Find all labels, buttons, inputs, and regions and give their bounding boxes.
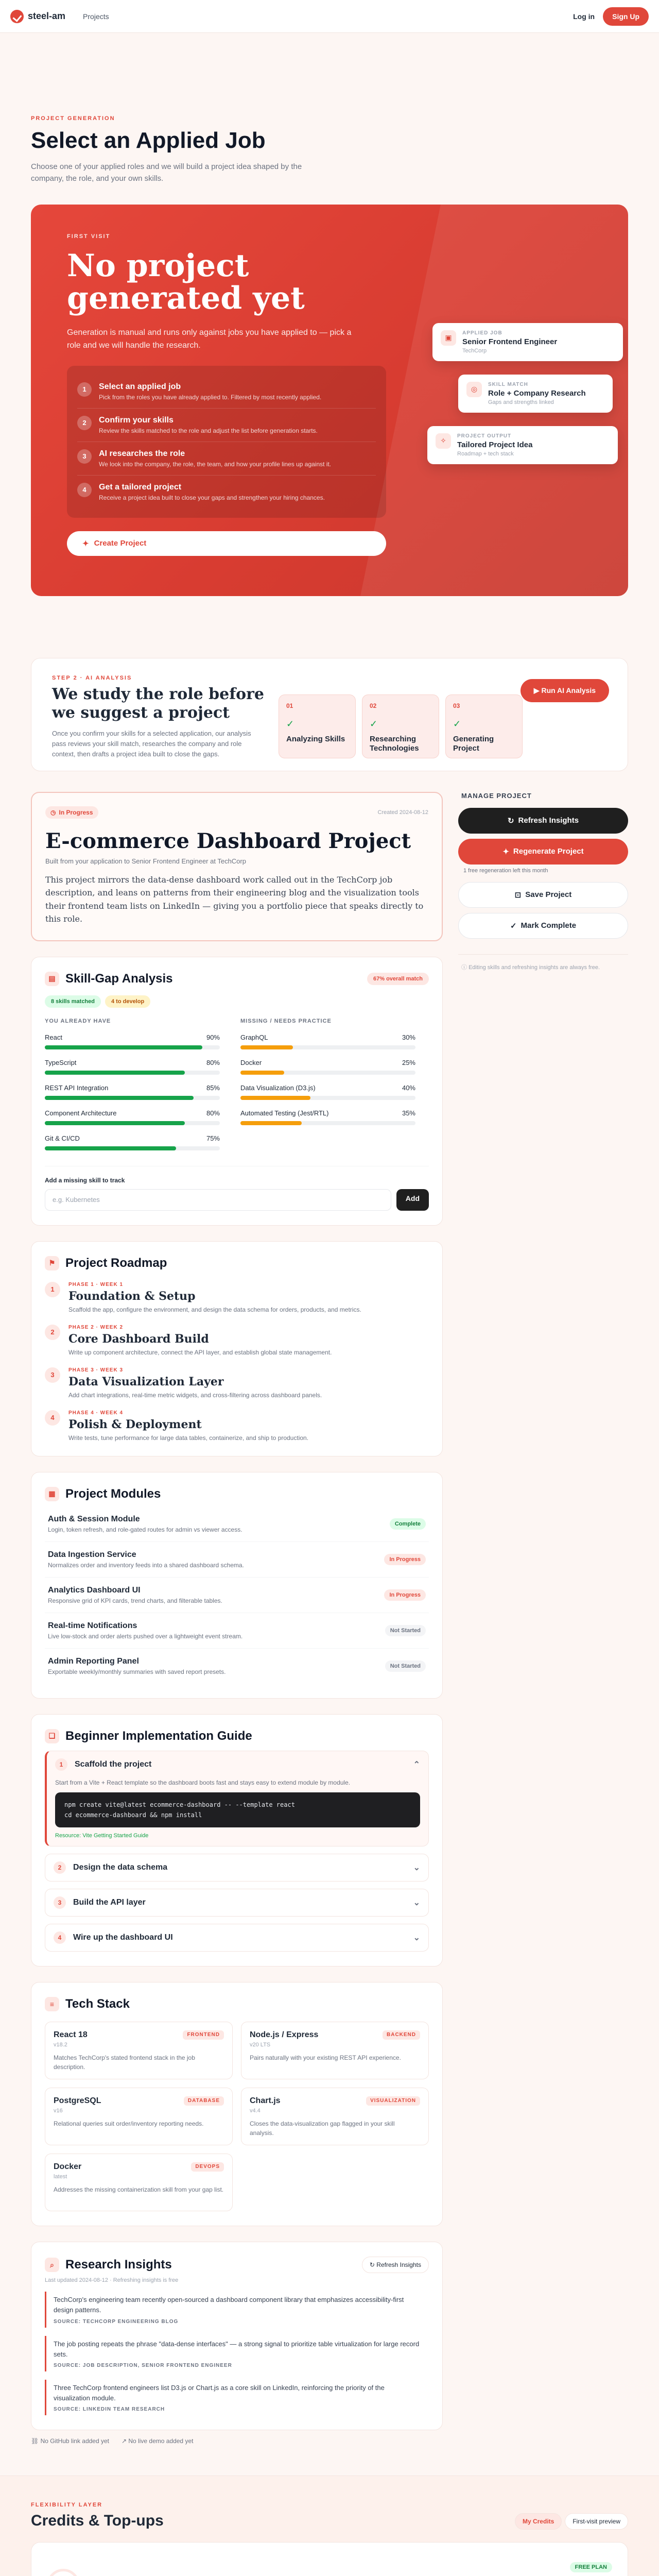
skill-name: Automated Testing (Jest/RTL) [240,1109,329,1117]
module-title: Data Ingestion Service [48,1550,136,1559]
tech-desc: Pairs naturally with your existing REST API experience. [250,2054,401,2062]
guide-resource-link[interactable]: Resource: Vite Getting Started Guide [55,1833,149,1839]
credits-card [31,2542,628,2576]
manage-footnote-text: Editing skills and refreshing insights are always free. [469,964,600,971]
skill-name: Git & CI/CD [45,1134,80,1142]
page-title: Select an Applied Job [31,128,266,153]
phase-desc: Scaffold the app, configure the environment, and design the data schema for orders, products, and metrics. [68,1306,361,1313]
skill-bar-fill [45,1096,194,1100]
card-title: Tailored Project Idea [457,440,533,449]
module-desc: Normalizes order and inventory feeds into a shared dashboard schema. [48,1561,244,1569]
skill-row [45,1084,220,1100]
step-item [77,476,376,509]
matched-count-chip: 8 skills matched [45,995,101,1008]
insight-item [45,2380,429,2415]
tab-first-visit-preview[interactable]: First-visit preview [565,2513,628,2530]
step-number: 4 [77,483,92,497]
insight-source: SOURCE: LINKEDIN TEAM RESEARCH [54,2406,165,2413]
step-item [77,375,376,409]
skill-bar-track [45,1121,220,1125]
credits-title: Credits & Top-ups [31,2512,164,2530]
chevron-down-icon: ⌄ [413,1934,420,1943]
tech-card [241,2088,429,2145]
overall-match-badge: 67% overall match [367,973,429,985]
sparkle-icon: ✦ [82,539,89,548]
step-number: 1 [55,1758,67,1771]
phase-title: Data Visualization Layer [68,1375,224,1388]
tech-role: VISUALIZATION [366,2096,420,2106]
step-desc: Receive a project idea built to close your gaps and strengthen your hiring chances. [99,494,325,501]
add-skill-label: Add a missing skill to track [45,1176,125,1184]
layers-icon: ≡ [45,1997,59,2011]
tech-desc: Closes the data-visualization gap flagged in your skill analysis. [250,2120,395,2137]
regenerate-project-button[interactable] [458,839,628,865]
module-item[interactable] [45,1542,429,1578]
clock-icon: ◷ [50,808,56,816]
card-tag: SKILL MATCH [488,381,528,387]
skill-name: GraphQL [240,1033,268,1041]
insight-text: Three TechCorp frontend engineers list D3.js or Chart.js as a core skill on LinkedIn, reinforcing the priority of the visualization module. [54,2383,385,2402]
phase-number: 2 [45,1325,60,1340]
guide-step[interactable] [45,1924,429,1952]
skill-bar-fill [240,1045,293,1049]
skill-percent: 30% [402,1033,415,1041]
insight-item [45,2292,429,2327]
tech-name: Node.js / Express [250,2030,319,2040]
signup-button[interactable]: Sign Up [603,7,649,26]
module-item[interactable] [45,1613,429,1649]
analysis-title: We study the role before we suggest a project [52,685,265,722]
status-badge [45,806,98,819]
credit-balance [47,2569,80,2576]
add-skill-button[interactable] [396,1189,429,1211]
grid-icon: ▦ [45,1487,59,1501]
created-date: Created 2024-08-12 [377,809,428,816]
develop-count-chip: 4 to develop [105,995,150,1008]
skill-percent: 90% [206,1033,220,1041]
tech-stack-section [31,1982,443,2226]
module-status-badge: Not Started [385,1660,426,1672]
skill-line [45,1084,220,1092]
guide-section [31,1714,443,1967]
create-project-button[interactable] [67,531,386,556]
add-skill-button-label: Add [405,1194,420,1202]
check-icon: ✓ [453,718,461,729]
skill-percent: 35% [402,1109,415,1117]
section-title: Project Modules [65,1486,161,1501]
tile-number: 03 [453,702,460,709]
roadmap-phase [45,1282,429,1313]
hero-lead: Generation is manual and runs only against jobs you have applied to — pick a role and we will handle the research. [67,328,352,350]
module-title: Admin Reporting Panel [48,1656,139,1666]
tech-card [241,2022,429,2079]
tech-version: v20 LTS [250,2042,271,2048]
skill-bar-track [240,1071,415,1075]
step-title: Get a tailored project [99,482,182,492]
tech-version: v16 [54,2108,63,2114]
tech-name: PostgreSQL [54,2096,101,2106]
demo-status-label: No live demo added yet [128,2437,194,2445]
chart-icon: ▤ [45,972,59,986]
need-heading: MISSING / NEEDS PRACTICE [240,1018,332,1024]
page-eyebrow: PROJECT GENERATION [31,115,115,122]
tile-label: Analyzing Skills [286,734,345,743]
empty-state-hero [31,205,628,596]
tile-label: Researching Technologies [370,734,419,753]
section-title: Project Roadmap [65,1256,167,1270]
manage-sidebar [458,792,628,971]
skill-line [45,1134,220,1142]
briefcase-icon: ▣ [441,330,456,346]
info-icon: ⓘ [461,964,469,971]
skill-bar-fill [45,1121,185,1125]
tech-card [45,2022,233,2079]
credits-eyebrow: FLEXIBILITY LAYER [31,2502,103,2509]
credits-section [0,2476,659,2576]
analysis-eyebrow: STEP 2 · AI ANALYSIS [52,674,132,681]
module-status-badge: Complete [390,1518,426,1530]
guide-step-title: Build the API layer [73,1898,146,1907]
tech-version: v18.2 [54,2042,67,2048]
analysis-desc: Once you confirm your skills for a selected application, our analysis pass reviews your skill match, researches the company and role context, then drafts a project idea built to close the gaps. [52,729,251,758]
save-project-button[interactable] [458,882,628,908]
skill-row [45,1109,220,1125]
guide-step-title: Design the data schema [73,1863,168,1872]
skill-bar-track [240,1045,415,1049]
skill-bar-track [240,1096,415,1100]
module-title: Real-time Notifications [48,1621,137,1630]
chevron-down-icon: ⌄ [413,1899,420,1908]
steps-list [67,366,386,518]
guide-step[interactable] [45,1889,429,1917]
module-desc: Login, token refresh, and role-gated routes for admin vs viewer access. [48,1526,242,1533]
skill-bar-track [45,1096,220,1100]
skill-bar-track [240,1121,415,1125]
preview-card-applied-job [432,323,623,361]
step-item [77,409,376,442]
map-icon: ⚑ [45,1256,59,1270]
step-number: 2 [77,416,92,430]
project-title: E-commerce Dashboard Project [45,828,411,853]
step-number: 3 [77,449,92,464]
skill-row [240,1084,415,1100]
skill-bar-track [45,1071,220,1075]
skill-row [240,1109,415,1125]
external-link-icon: ↗ [121,2437,129,2445]
skill-name: TypeScript [45,1058,77,1066]
save-label: Save Project [525,890,572,899]
skill-row [240,1033,415,1049]
skill-bar-fill [45,1146,176,1150]
top-nav [0,0,659,33]
tech-role: BACKEND [383,2030,420,2040]
card-tag: PROJECT OUTPUT [457,433,512,439]
module-title: Analytics Dashboard UI [48,1585,141,1595]
step-title: Select an applied job [99,382,181,391]
tech-card [45,2154,233,2211]
bookmark-icon: ⊡ [514,890,522,900]
tech-role: DEVOPS [191,2162,224,2172]
guide-step[interactable] [45,1854,429,1882]
complete-label: Mark Complete [521,921,577,930]
lightbulb-icon: ✧ [436,433,451,449]
project-built-for: Built from your application to Senior Frontend Engineer at TechCorp [45,857,246,865]
tech-desc: Matches TechCorp's stated frontend stack in the job description. [54,2054,195,2071]
skill-bar-track [45,1045,220,1049]
status-label: In Progress [59,808,93,816]
section-title: Research Insights [65,2258,172,2272]
page-subtitle: Choose one of your applied roles and we will build a project idea shaped by the company, the role, and your own skills. [31,162,302,183]
tech-version: v4.4 [250,2108,261,2114]
skill-percent: 25% [402,1058,415,1066]
skill-name: Component Architecture [45,1109,117,1117]
logo-icon [10,10,24,23]
phase-desc: Write up component architecture, connect the API layer, and establish global state management. [68,1348,332,1356]
skill-percent: 85% [206,1083,220,1092]
code-line: npm create vite@latest ecommerce-dashboard -- --template react [64,1801,295,1808]
tech-role: DATABASE [184,2096,224,2106]
module-status-badge: In Progress [384,1554,426,1565]
skill-name: React [45,1033,62,1041]
skill-line [45,1033,220,1041]
manage-footnote [458,954,628,971]
tech-desc: Relational queries suit order/inventory reporting needs. [54,2120,204,2128]
skill-gap-section [31,957,443,1226]
skill-bar-fill [240,1096,310,1100]
skill-bar-fill [240,1071,284,1075]
roadmap-phase [45,1325,429,1356]
insight-text: The job posting repeats the phrase "data-dense interfaces" — a strong signal to prioritize table virtualization for large record sets. [54,2340,420,2358]
refresh-icon: ↻ [507,816,514,825]
step-item [77,442,376,476]
brand-logo[interactable] [10,10,65,23]
step-desc: Pick from the roles you have already applied to. Filtered by most recently applied. [99,393,322,401]
skill-name: Docker [240,1058,262,1066]
card-sub: TechCorp [462,347,487,354]
chevron-down-icon: ⌄ [413,1863,420,1873]
skill-percent: 80% [206,1109,220,1117]
step-number: 3 [54,1896,66,1909]
skill-percent: 75% [206,1134,220,1142]
skill-line [240,1084,415,1092]
tech-name: React 18 [54,2030,88,2040]
phase-desc: Write tests, tune performance for large data tables, containerize, and ship to production. [68,1434,309,1442]
analysis-step-tile [362,694,439,758]
card-sub: Gaps and strengths linked [488,399,554,405]
demo-link-status[interactable] [122,2437,193,2445]
skill-bar-fill [45,1071,185,1075]
login-button[interactable]: Log in [573,12,595,21]
section-title: Skill-Gap Analysis [65,971,173,986]
skill-percent: 40% [402,1083,415,1092]
add-skill-input[interactable]: e.g. Kubernetes [45,1189,391,1211]
module-status-badge: Not Started [385,1625,426,1636]
check-icon: ✓ [286,718,294,729]
step-number: 4 [54,1931,66,1944]
project-description: This project mirrors the data-dense dashboard work called out in the TechCorp job description, and leans on patterns from their engineering blog and the visualization tools their frontend team lists on LinkedIn — giving you a portfolio piece that speaks directly to this role. [45,874,424,924]
project-summary-card [31,792,443,941]
tech-card [45,2088,233,2145]
skill-row [45,1059,220,1075]
module-status-badge: In Progress [384,1589,426,1601]
nav-link-projects[interactable]: Projects [83,12,109,21]
check-icon: ✓ [370,718,378,729]
search-icon: ⌕ [45,2258,59,2272]
analysis-panel [31,658,628,771]
tech-role: FRONTEND [183,2030,224,2040]
skill-name: Data Visualization (D3.js) [240,1083,316,1092]
insight-item [45,2336,429,2371]
preview-card-skill-match [458,375,613,413]
regen-note: 1 free regeneration left this month [463,867,548,874]
tech-desc: Addresses the missing containerization skill from your gap list. [54,2186,224,2194]
module-desc: Exportable weekly/monthly summaries with saved report presets. [48,1668,226,1675]
refresh-icon: ↻ [369,2261,377,2269]
tab-my-credits[interactable]: My Credits [515,2513,562,2530]
insight-text: TechCorp's engineering team recently open-sourced a dashboard component library that emphasizes accessibility-first design patterns. [54,2296,404,2314]
chevron-up-icon: ⌃ [413,1760,420,1769]
plan-badge: FREE PLAN [570,2562,612,2572]
refresh-insights-label: Refresh Insights [518,816,579,825]
play-icon: ▶ [533,686,542,694]
link-icon: ⛓ [31,2437,41,2445]
tile-label: Generating Project [453,734,494,753]
roadmap-section [31,1241,443,1456]
skill-percent: 80% [206,1058,220,1066]
mark-complete-button[interactable] [458,913,628,939]
card-tag: APPLIED JOB [462,330,502,336]
step-desc: We look into the company, the role, the team, and how your profile lines up against it. [99,460,332,468]
tech-version: latest [54,2174,67,2180]
have-heading: YOU ALREADY HAVE [45,1018,111,1024]
insight-source: SOURCE: JOB DESCRIPTION, SENIOR FRONTEND ENGINEER [54,2362,232,2368]
step-number: 2 [54,1861,66,1874]
analysis-step-tile [279,694,356,758]
step-number: 1 [77,382,92,397]
module-desc: Responsive grid of KPI cards, trend charts, and filterable tables. [48,1597,222,1604]
insight-source: SOURCE: TECHCORP ENGINEERING BLOG [54,2318,179,2325]
step-desc: Review the skills matched to the role and adjust the list before generation starts. [99,427,318,434]
module-title: Auth & Session Module [48,1514,140,1523]
code-line: cd ecommerce-dashboard && npm install [64,1811,202,1819]
tech-name: Chart.js [250,2096,281,2106]
refresh-insights-inline-button[interactable] [362,2257,429,2273]
section-title: Beginner Implementation Guide [65,1728,252,1743]
analysis-step-tile [445,694,523,758]
module-item[interactable] [45,1578,429,1613]
skill-line [45,1109,220,1117]
preview-card-project-output [427,426,618,464]
phase-title: Core Dashboard Build [68,1332,209,1346]
phase-number: 3 [45,1367,60,1383]
module-desc: Live low-stock and order alerts pushed over a lightweight event stream. [48,1632,243,1640]
skill-row [240,1059,415,1075]
roadmap-phase [45,1367,429,1399]
guide-step-title: Wire up the dashboard UI [73,1933,173,1942]
run-analysis-button[interactable] [521,679,609,702]
skill-bar-fill [240,1121,302,1125]
brand-name: steel-am [28,11,66,21]
guide-step-desc: Start from a Vite + React template so the dashboard boots fast and stays easy to extend module by module. [55,1778,351,1786]
skill-bar-fill [45,1045,202,1049]
section-title: Tech Stack [65,1997,130,2011]
skill-bar-track [45,1146,220,1150]
skill-row [45,1134,220,1150]
hero-tag: FIRST VISIT [67,233,111,240]
skill-line [240,1059,415,1066]
phase-title: Foundation & Setup [68,1289,196,1303]
guide-step-open[interactable] [45,1751,429,1847]
phase-title: Polish & Deployment [68,1417,202,1431]
skill-name: REST API Integration [45,1083,109,1092]
run-analysis-label: Run AI Analysis [541,686,596,694]
phase-desc: Add chart integrations, real-time metric widgets, and cross-filtering across dashboard panels. [68,1391,322,1399]
guide-step-title: Scaffold the project [75,1759,152,1769]
phase-tag: PHASE 2 · WEEK 2 [68,1324,124,1330]
phase-tag: PHASE 4 · WEEK 4 [68,1410,124,1416]
insights-section [31,2242,443,2430]
sparkle-icon: ✦ [502,847,509,856]
refresh-insights-button[interactable] [458,808,628,834]
github-link-status[interactable] [31,2437,109,2445]
skill-line [240,1033,415,1041]
phase-number: 1 [45,1282,60,1297]
phase-number: 4 [45,1410,60,1426]
regenerate-label: Regenerate Project [513,847,584,856]
github-status-label: No GitHub link added yet [40,2437,109,2445]
skill-line [45,1059,220,1066]
book-icon: ❏ [45,1729,59,1743]
step-title: Confirm your skills [99,415,174,425]
tile-number: 01 [286,702,293,709]
check-circle-icon: ✓ [510,921,517,930]
module-item[interactable] [45,1649,429,1684]
phase-tag: PHASE 3 · WEEK 3 [68,1367,124,1373]
step-title: AI researches the role [99,449,185,458]
insights-updated: Last updated 2024-08-12 · Refreshing insights is free [45,2277,179,2284]
hero-title: No project generated yet [67,247,305,316]
target-icon: ◎ [466,382,482,397]
skill-line [240,1109,415,1117]
create-project-label: Create Project [94,539,147,548]
modules-section [31,1472,443,1699]
refresh-label: Refresh Insights [376,2261,421,2269]
card-title: Senior Frontend Engineer [462,337,558,346]
card-sub: Roadmap + tech stack [457,450,514,457]
tile-number: 02 [370,702,377,709]
manage-heading: MANAGE PROJECT [461,791,532,800]
phase-tag: PHASE 1 · WEEK 1 [68,1281,124,1287]
tech-name: Docker [54,2162,82,2172]
skill-row [45,1033,220,1049]
card-title: Role + Company Research [488,388,586,398]
module-item[interactable] [45,1506,429,1542]
code-block [55,1792,420,1828]
roadmap-phase [45,1410,429,1442]
